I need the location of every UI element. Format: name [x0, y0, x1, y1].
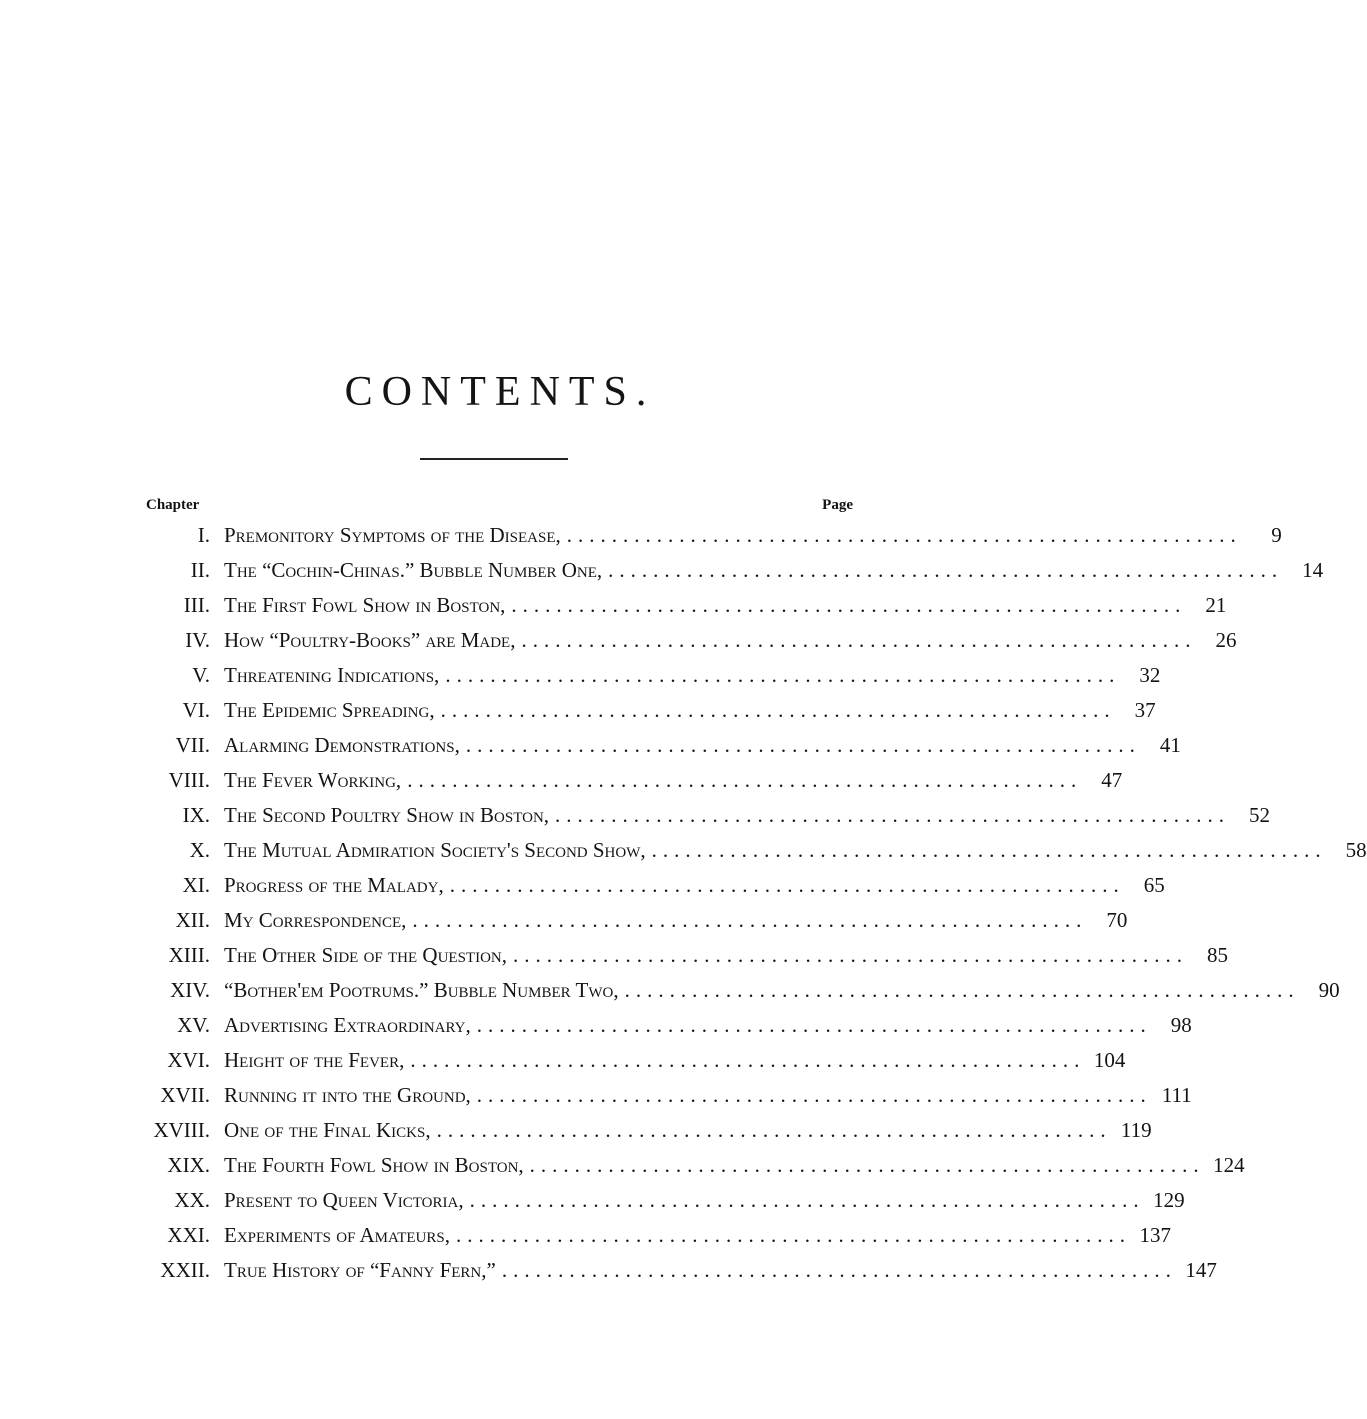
chapter-title: The Fourth Fowl Show in Boston, — [224, 1153, 524, 1177]
chapter-number: XII. — [175, 908, 210, 932]
page-number: 70 — [1106, 908, 1128, 932]
chapter-title: Advertising Extraordinary, — [224, 1013, 471, 1037]
toc-row-16 — [140, 1043, 1126, 1078]
dot-leader: ............................................................ — [555, 803, 1231, 827]
page-number: 90 — [1318, 978, 1340, 1002]
dot-leader: ............................................................ — [440, 698, 1116, 722]
toc-row-13 — [140, 938, 1228, 973]
toc-row-11 — [140, 868, 1165, 903]
chapter-number: XXII. — [160, 1258, 210, 1282]
toc-row-2 — [140, 553, 1324, 588]
toc-row-3 — [140, 588, 1227, 623]
toc-row-12 — [140, 903, 1128, 938]
chapter-number: V. — [192, 663, 210, 687]
chapter-title: Threatening Indications, — [224, 663, 440, 687]
page-number: 47 — [1101, 768, 1123, 792]
chapter-number: XIV. — [170, 978, 210, 1002]
page-number: 58 — [1345, 838, 1367, 862]
dot-leader: ............................................................ — [476, 1013, 1152, 1037]
chapter-title: One of the Final Kicks, — [224, 1118, 431, 1142]
chapter-number: X. — [189, 838, 210, 862]
page-column-header: Page — [822, 497, 853, 513]
chapter-number: XVI. — [167, 1048, 210, 1072]
chapter-title: The Mutual Admiration Society's Second Show, — [224, 838, 646, 862]
chapter-number: XVIII. — [153, 1118, 210, 1142]
chapter-number: III. — [183, 593, 210, 617]
dot-leader: ............................................................ — [412, 908, 1088, 932]
dot-leader: ............................................................ — [566, 523, 1242, 547]
chapter-title: How “Poultry-Books” are Made, — [224, 628, 516, 652]
page-number: 9 — [1271, 523, 1282, 547]
chapter-number: IX. — [182, 803, 210, 827]
page-number: 98 — [1170, 1013, 1192, 1037]
toc-row-7 — [140, 728, 1181, 763]
title-rule — [420, 458, 568, 460]
toc-row-5 — [140, 658, 1161, 693]
toc-row-6 — [140, 693, 1156, 728]
dot-leader: ............................................................ — [501, 1258, 1177, 1282]
toc-row-8 — [140, 763, 1123, 798]
page-number: 37 — [1134, 698, 1156, 722]
dot-leader: ............................................................ — [608, 558, 1284, 582]
toc-row-15 — [140, 1008, 1192, 1043]
chapter-number: XV. — [177, 1013, 210, 1037]
page-number: 147 — [1185, 1258, 1217, 1282]
chapter-title: The “Cochin-Chinas.” Bubble Number One, — [224, 558, 603, 582]
dot-leader: ............................................................ — [521, 628, 1197, 652]
dot-leader: ............................................................ — [445, 663, 1121, 687]
toc-row-1 — [140, 518, 1282, 553]
dot-leader: ............................................................ — [651, 838, 1327, 862]
chapter-number: XXI. — [167, 1223, 210, 1247]
chapter-title: Progress of the Malady, — [224, 873, 444, 897]
page-number: 32 — [1139, 663, 1161, 687]
toc-row-17 — [140, 1078, 1192, 1113]
chapter-number: XX. — [174, 1188, 210, 1212]
chapter-number: VII. — [175, 733, 210, 757]
chapter-title: The First Fowl Show in Boston, — [224, 593, 506, 617]
dot-leader: ............................................................ — [512, 943, 1188, 967]
page-number: 14 — [1302, 558, 1324, 582]
chapter-number: VI. — [182, 698, 210, 722]
page-number: 129 — [1153, 1188, 1185, 1212]
dot-leader: ............................................................ — [511, 593, 1187, 617]
chapter-number: II. — [190, 558, 210, 582]
page-number: 21 — [1205, 593, 1227, 617]
dot-leader: ............................................................ — [476, 1083, 1152, 1107]
dot-leader: ............................................................ — [624, 978, 1300, 1002]
chapter-title: True History of “Fanny Fern,” — [224, 1258, 496, 1282]
chapter-title: Experiments of Amateurs, — [224, 1223, 450, 1247]
table-of-contents — [140, 518, 1367, 1288]
chapter-column-header: Chapter — [146, 497, 200, 513]
chapter-title: Running it into the Ground, — [224, 1083, 471, 1107]
page-number: 41 — [1159, 733, 1181, 757]
dot-leader: ............................................................ — [465, 733, 1141, 757]
chapter-number: XVII. — [160, 1083, 210, 1107]
page-number: 111 — [1161, 1083, 1192, 1107]
chapter-number: XIX. — [167, 1153, 210, 1177]
page-number: 124 — [1213, 1153, 1245, 1177]
chapter-title: Present to Queen Victoria, — [224, 1188, 464, 1212]
dot-leader: ............................................................ — [410, 1048, 1086, 1072]
chapter-number: I. — [197, 523, 210, 547]
chapter-title: Premonitory Symptoms of the Disease, — [224, 523, 561, 547]
page-number: 52 — [1249, 803, 1271, 827]
dot-leader: ............................................................ — [436, 1118, 1112, 1142]
chapter-number: IV. — [185, 628, 210, 652]
chapter-title: The Other Side of the Question, — [224, 943, 507, 967]
toc-row-9 — [140, 798, 1271, 833]
chapter-title: Height of the Fever, — [224, 1048, 405, 1072]
page-number: 119 — [1120, 1118, 1152, 1142]
page-number: 104 — [1093, 1048, 1126, 1072]
chapter-number: XI. — [182, 873, 210, 897]
page-number: 85 — [1206, 943, 1228, 967]
chapter-title: The Fever Working, — [224, 768, 402, 792]
dot-leader: ............................................................ — [529, 1153, 1205, 1177]
page-number: 137 — [1139, 1223, 1171, 1247]
chapter-number: VIII. — [168, 768, 210, 792]
dot-leader: ............................................................ — [407, 768, 1083, 792]
dot-leader: ............................................................ — [455, 1223, 1131, 1247]
page-number: 26 — [1215, 628, 1237, 652]
page-number: 65 — [1143, 873, 1165, 897]
toc-row-21 — [140, 1218, 1171, 1253]
chapter-title: The Second Poultry Show in Boston, — [224, 803, 550, 827]
toc-row-4 — [140, 623, 1237, 658]
toc-row-18 — [140, 1113, 1152, 1148]
dot-leader: ............................................................ — [469, 1188, 1145, 1212]
toc-row-14 — [140, 973, 1340, 1008]
chapter-title: “Bother'em Pootrums.” Bubble Number Two, — [224, 978, 619, 1002]
chapter-title: The Epidemic Spreading, — [224, 698, 435, 722]
toc-row-10 — [140, 833, 1367, 868]
chapter-title: My Correspondence, — [224, 908, 407, 932]
chapter-title: Alarming Demonstrations, — [224, 733, 460, 757]
page-title: CONTENTS. — [344, 369, 656, 415]
toc-row-19 — [140, 1148, 1245, 1183]
chapter-number: XIII. — [168, 943, 210, 967]
dot-leader: ............................................................ — [449, 873, 1125, 897]
toc-row-22 — [140, 1253, 1217, 1288]
toc-row-20 — [140, 1183, 1185, 1218]
